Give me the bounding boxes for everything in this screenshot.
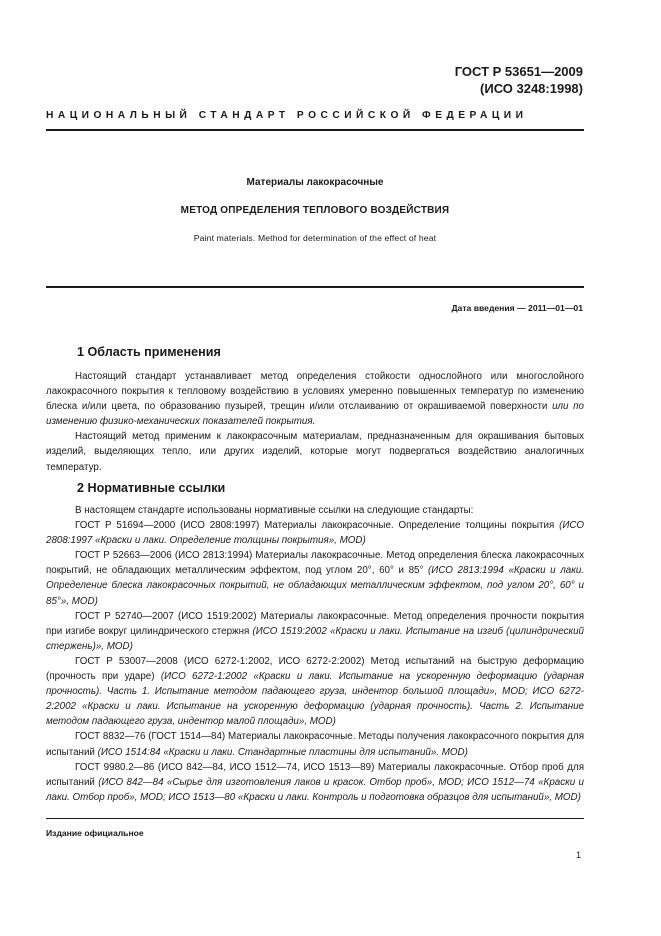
title-method: МЕТОД ОПРЕДЕЛЕНИЯ ТЕПЛОВОГО ВОЗДЕЙСТВИЯ	[180, 205, 450, 216]
reference-1: ГОСТ Р 51694—2000 (ИСО 2808:1997) Материалы лакокрасочные. Определение толщины покрытия (ИСО 2808:1997 «Краски и лаки. Определение толщины покрытия», MOD)	[46, 520, 584, 547]
edition-label: Издание официальное	[46, 828, 144, 838]
reference-5: ГОСТ 8832—76 (ГОСТ 1514—84) Материалы лакокрасочные. Методы получения лакокрасочного покрытия для испытаний (ИСО 1514:84 «Краски и лаки. Стандартные пластины для испытаний». MOD)	[46, 731, 584, 758]
section-2-body	[46, 503, 584, 805]
section-2-intro: В настоящем стандарте использованы нормативные ссылки на следующие стандарты:	[75, 505, 474, 516]
footer-rule	[46, 818, 584, 819]
section-1-paragraph-1: Настоящий стандарт устанавливает метод определения стойкости однослойного или многослойного лакокрасочного покрытия к тепловому воздействию в условиях умеренно повышенных температур по изменению блеска и/или цвета, по образованию пузырей, трещин и/или отслаиванию от окрашиваемой поверхности или по изменению физико-механических показателей покрытия.	[46, 371, 584, 428]
introduction-date: Дата введения — 2011—01—01	[451, 303, 583, 313]
national-standard-heading: НАЦИОНАЛЬНЫЙ СТАНДАРТ РОССИЙСКОЙ ФЕДЕРАЦИИ	[46, 110, 528, 121]
gost-code: ГОСТ Р 53651—2009	[454, 64, 583, 79]
title-english: Paint materials. Method for determination of the effect of heat	[193, 233, 437, 243]
section-1-title: 1 Область применения	[77, 345, 221, 359]
page-number: 1	[575, 850, 581, 860]
iso-code: (ИСО 3248:1998)	[480, 81, 583, 96]
reference-6: ГОСТ 9980.2—86 (ИСО 842—84, ИСО 1512—74, ИСО 1513—89) Материалы лакокрасочные. Отбор проб для испытаний (ИСО 842—84 «Сырье для изготовления лаков и красок. Отбор проб», MOD; ИСО 1512—74 «Краски и лаки. Отбор проб», MOD; ИСО 1513—80 «Краски и лаки. Контроль и подготовка образцов для испытаний», MOD)	[46, 761, 585, 803]
section-1-paragraph-2: Настоящий метод применим к лакокрасочным материалам, предназначенным для окрашивания бытовых изделий, выделяющих тепло, или других изделий, которые могут подвергаться воздействию аналогичных температур.	[46, 431, 584, 473]
title-materials: Материалы лакокрасочные	[246, 177, 384, 188]
header-rule	[46, 129, 584, 131]
section-2-title: 2 Нормативные ссылки	[77, 481, 226, 495]
section-1-body	[46, 369, 584, 475]
reference-3: ГОСТ Р 52740—2007 (ИСО 1519:2002) Материалы лакокрасочные. Метод определения прочности покрытия при изгибе вокруг цилиндрического стержня (ИСО 1519:2002 «Краски и лаки. Испытание на изгиб (цилиндрический стержень)», MOD)	[46, 610, 584, 652]
reference-4: ГОСТ Р 53007—2008 (ИСО 6272-1:2002, ИСО 6272-2:2002) Метод испытаний на быструю деформацию (прочность при ударе) (ИСО 6272-1:2002 «Краски и лаки. Испытание на ускоренную деформацию (ударная прочность). Часть 1. Испытание методом падающего груза, индентор большой площади», MOD; ИСО 6272-2:2002 «Краски и лаки. Испытание на ускоренную деформацию (ударная прочность). Часть 2. Испытание методом падающего груза, индентор малой площади», MOD)	[46, 655, 584, 728]
standard-code-block	[455, 63, 583, 97]
title-rule	[46, 286, 584, 288]
reference-2: ГОСТ Р 52663—2006 (ИСО 2813:1994) Материалы лакокрасочные. Метод определения блеска лакокрасочных покрытий, не обладающих металлическим эффектом, под углом 20°, 60° и 85° (ИСО 2813:1994 «Краски и лаки. Определение блеска лакокрасочных покрытий, не обладающих металлическим эффектом, под углом 20°, 60° и 85°», MOD)	[46, 550, 585, 607]
